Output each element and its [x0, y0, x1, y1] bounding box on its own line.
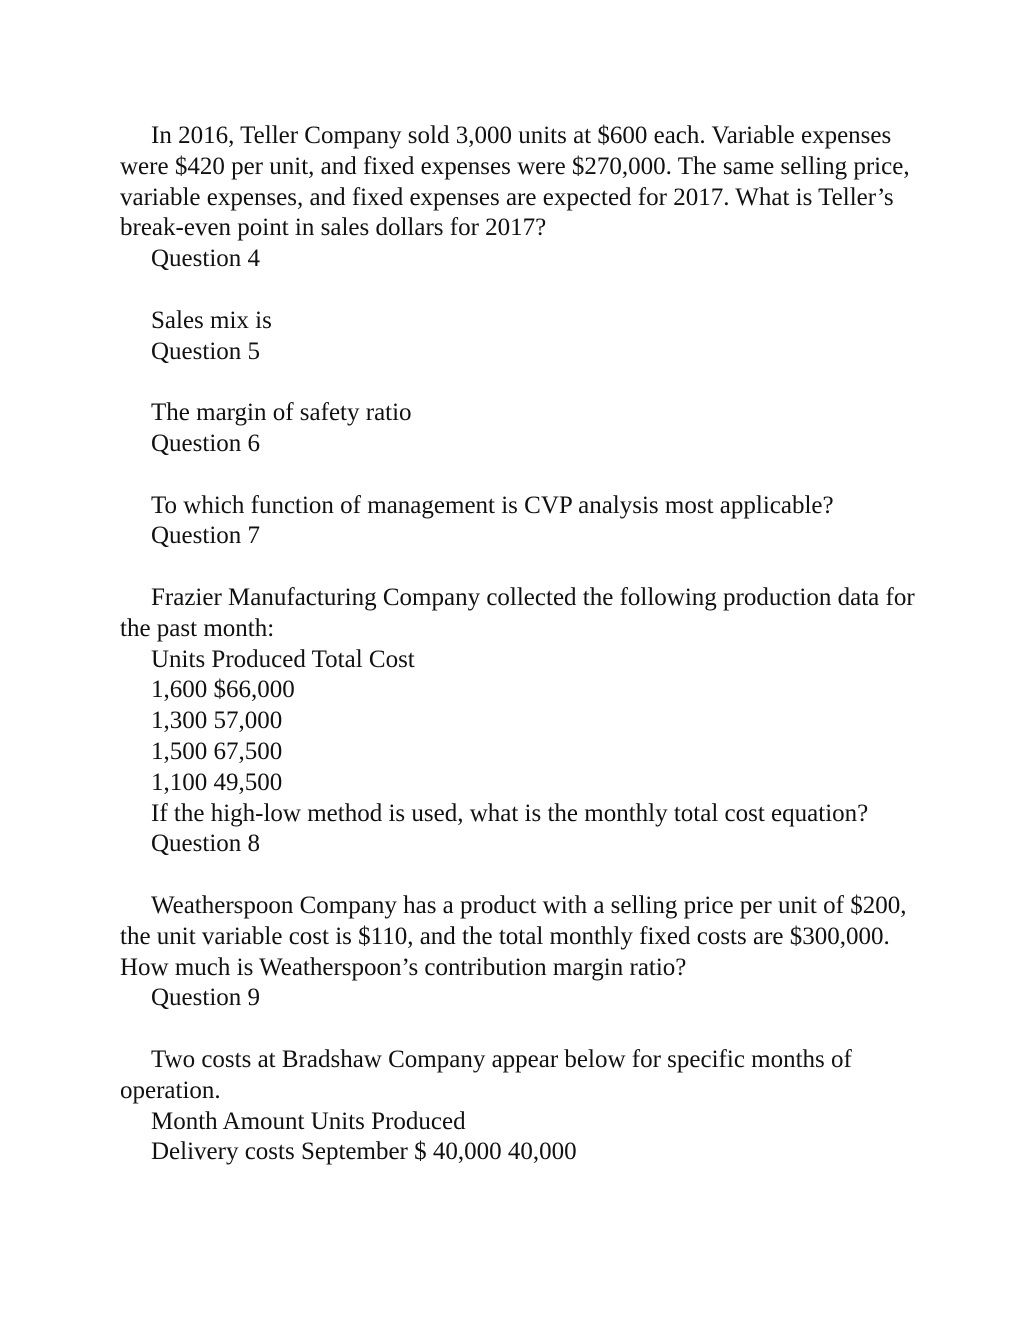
spacer: [120, 1014, 920, 1045]
question-9-intro: Two costs at Bradshaw Company appear below for specific months of operation.: [120, 1045, 852, 1104]
spacer: [120, 275, 920, 306]
question-8-label: Question 8: [151, 830, 261, 858]
question-5-label: Question 5: [151, 337, 261, 365]
question-5-text: The margin of safety ratio: [151, 399, 412, 427]
question-7-question: If the high-low method is used, what is the monthly total cost equation?: [151, 799, 869, 827]
question-7-table-row: 1,500 67,500: [151, 737, 283, 765]
spacer: [120, 860, 920, 891]
question-7-label: Question 7: [151, 522, 261, 550]
question-8-text: Weatherspoon Company has a product with a selling price per unit of $200, the unit variable cost is $110, and the total monthly fixed costs are $300,000. How much is Weatherspoon’s contribution margin ratio?: [120, 891, 907, 981]
question-7-table-row: 1,600 $66,000: [151, 676, 295, 704]
spacer: [120, 460, 920, 491]
document-page: [120, 121, 920, 1168]
question-6-label: Question 6: [151, 429, 261, 457]
question-6-text: To which function of management is CVP analysis most applicable?: [151, 491, 834, 519]
question-9-table-row: Delivery costs September $ 40,000 40,000: [151, 1138, 577, 1166]
question-7-table-header: Units Produced Total Cost: [151, 645, 415, 673]
question-7-intro: Frazier Manufacturing Company collected the following production data for the past month:: [120, 583, 915, 642]
question-7-table-row: 1,300 57,000: [151, 707, 283, 735]
question-7-table-row: 1,100 49,500: [151, 768, 283, 796]
spacer: [120, 552, 920, 583]
question-9-label: Question 9: [151, 984, 261, 1012]
question-3-text: In 2016, Teller Company sold 3,000 units at $600 each. Variable expenses were $420 per unit, and fixed expenses were $270,000. The same selling price, variable expenses, and fixed expenses are expected for 2017. What is Teller’s break-even point in sales dollars for 2017?: [120, 122, 910, 242]
question-4-label: Question 4: [151, 245, 261, 273]
spacer: [120, 367, 920, 398]
question-4-text: Sales mix is: [151, 306, 272, 334]
question-9-table-header: Month Amount Units Produced: [151, 1107, 466, 1135]
